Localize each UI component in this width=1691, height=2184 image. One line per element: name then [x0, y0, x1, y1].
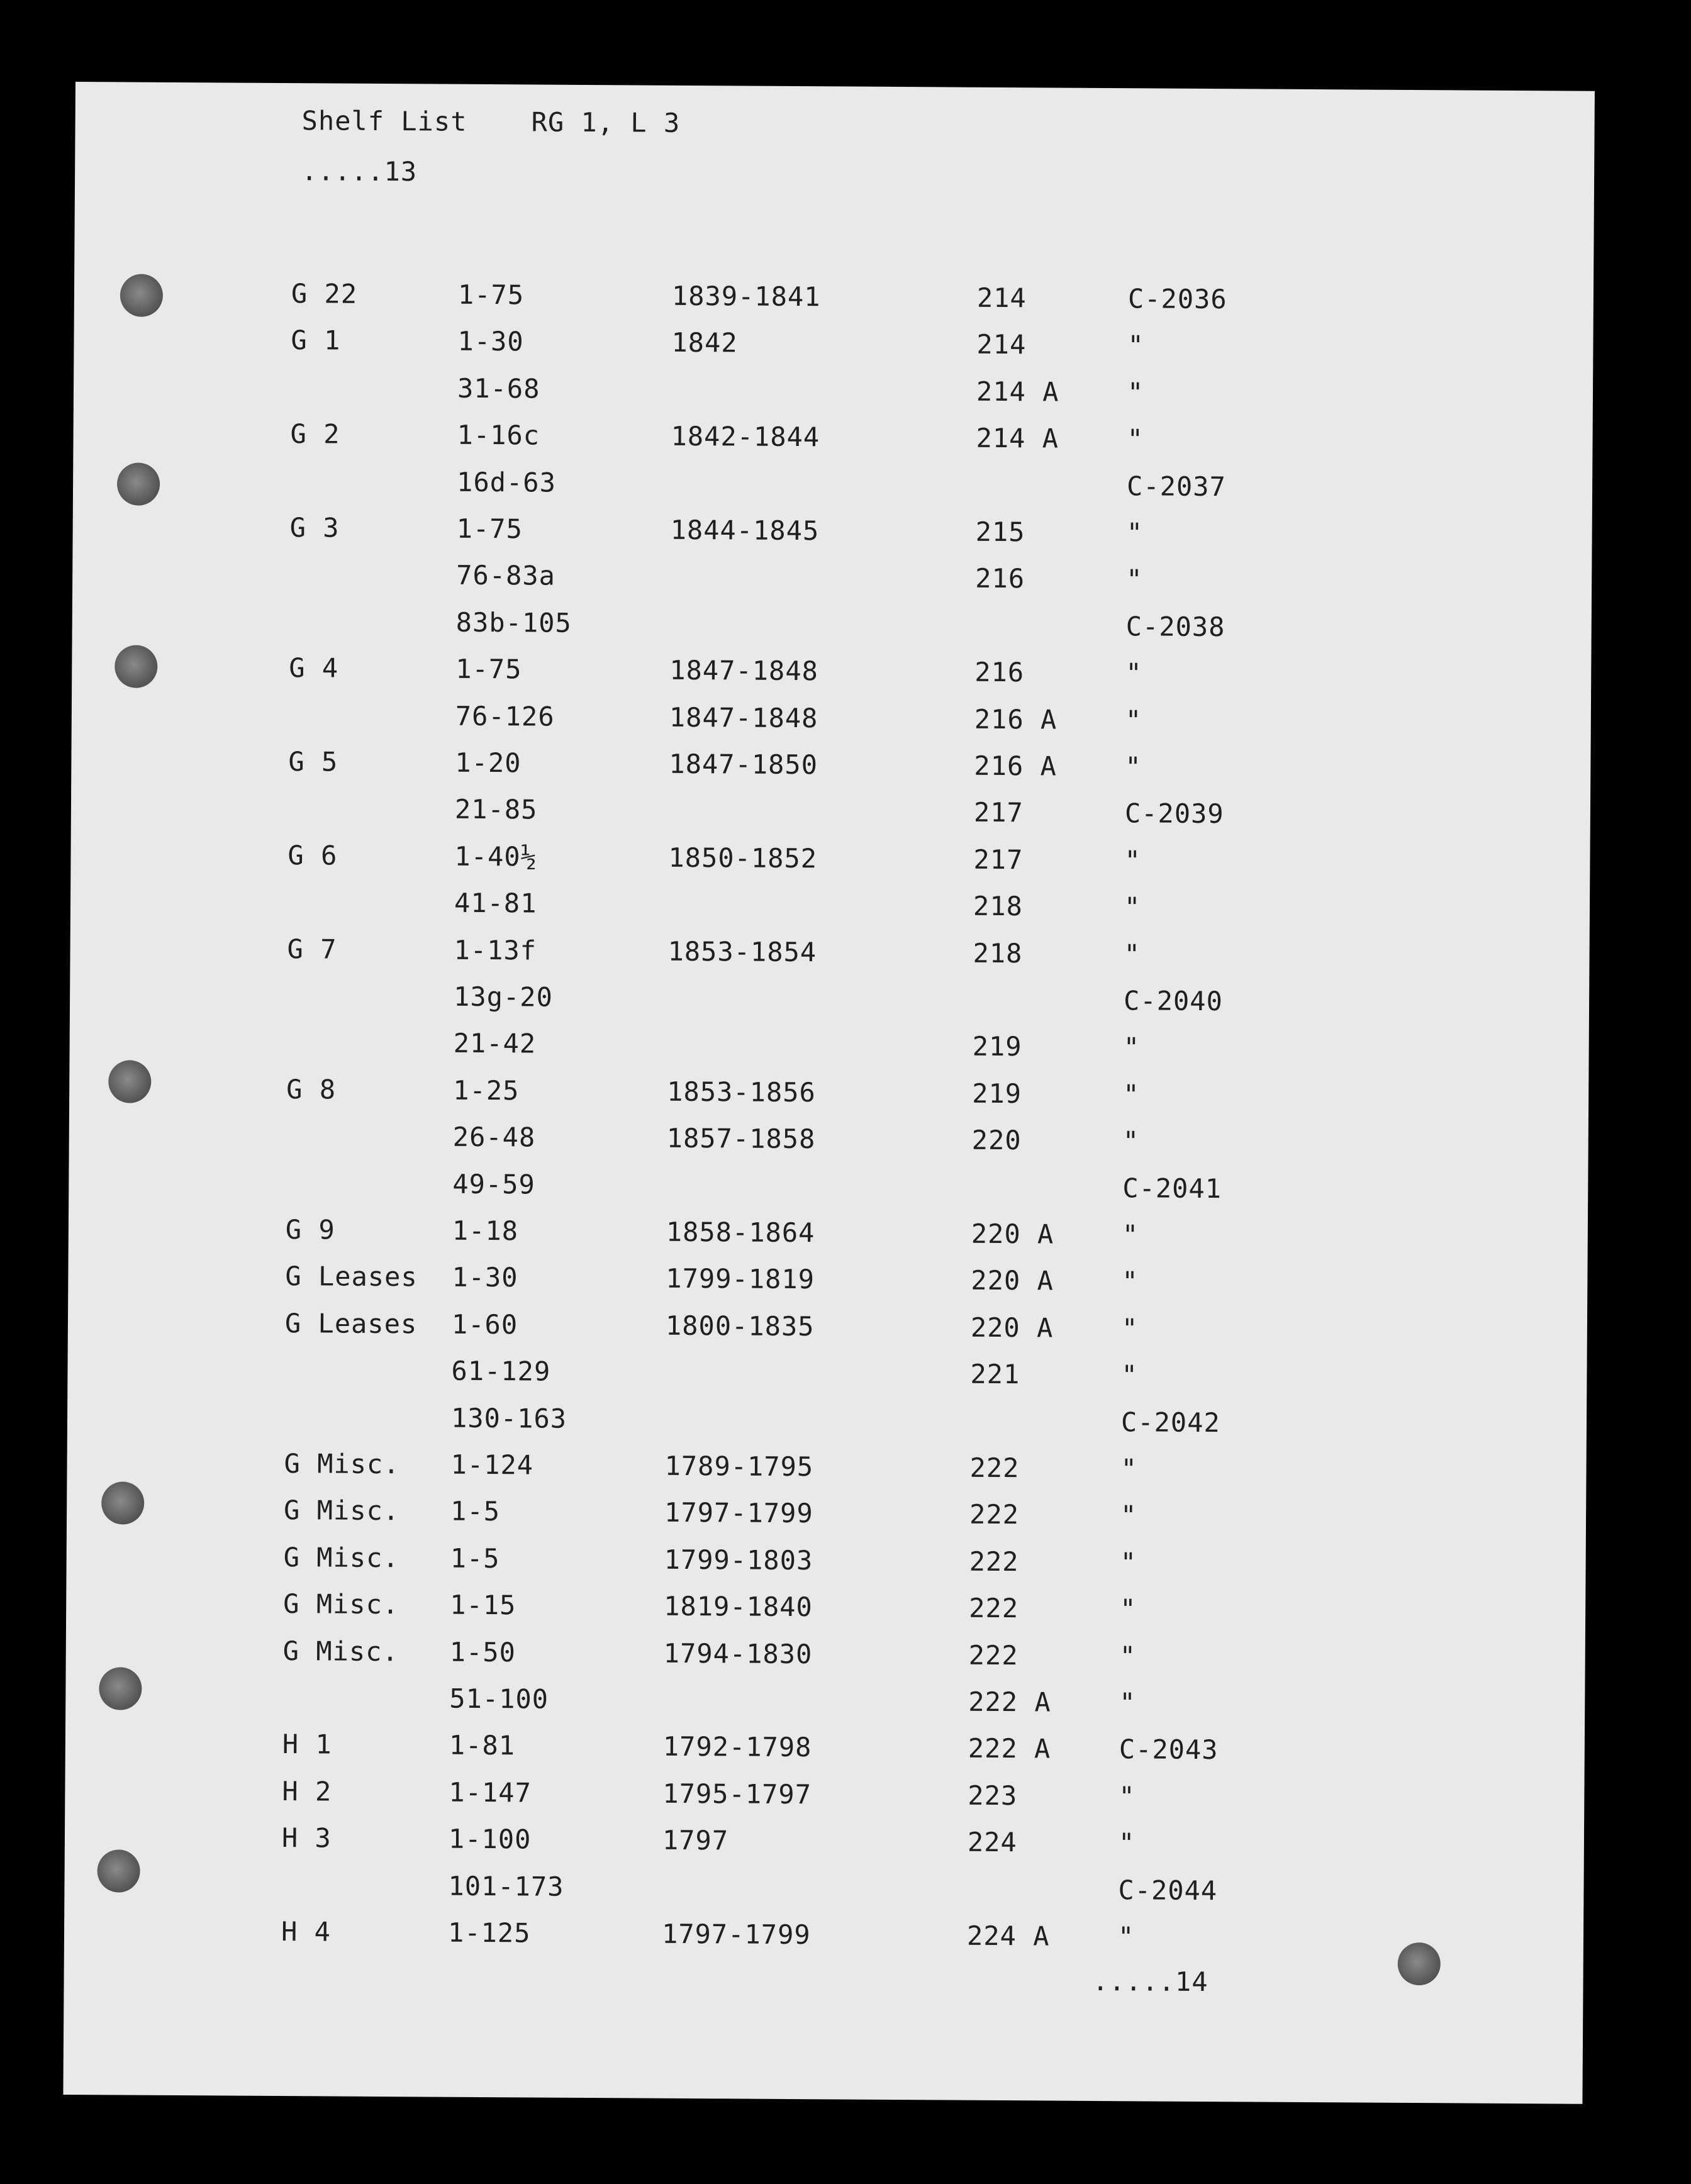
years-cell: 1857-1858 — [666, 1122, 816, 1155]
table-row — [291, 325, 1486, 370]
series-cell: G 2 — [290, 418, 340, 450]
reel-cell: " — [1122, 1125, 1140, 1157]
range-cell: 1-5 — [450, 1542, 500, 1574]
years-cell: 1789-1795 — [664, 1450, 814, 1483]
series-cell: H 2 — [282, 1775, 332, 1807]
box-cell: 219 — [972, 1031, 1022, 1062]
binder-hole-icon — [97, 1849, 140, 1892]
reel-cell: " — [1121, 1312, 1139, 1344]
table-row — [287, 840, 1483, 885]
years-cell: 1792-1798 — [662, 1731, 812, 1763]
table-row — [291, 278, 1487, 323]
reel-cell: " — [1119, 1687, 1136, 1719]
range-cell: 101-173 — [448, 1870, 564, 1902]
box-cell: 216 A — [974, 703, 1058, 735]
series-cell: G 22 — [291, 278, 358, 309]
reel-cell: C-2039 — [1124, 798, 1224, 830]
box-cell: 221 — [970, 1358, 1020, 1390]
reel-cell: C-2044 — [1118, 1874, 1218, 1906]
table-row — [282, 1729, 1478, 1774]
table-row — [286, 1120, 1482, 1166]
table-row — [283, 1635, 1478, 1681]
table-row — [285, 1261, 1480, 1306]
years-cell: 1850-1852 — [668, 842, 818, 874]
range-cell: 1-60 — [451, 1308, 518, 1340]
table-row — [281, 1869, 1476, 1915]
range-cell: 1-25 — [453, 1074, 520, 1106]
years-cell: 1800-1835 — [665, 1310, 815, 1342]
years-cell: 1853-1856 — [667, 1076, 816, 1108]
range-cell: 41-81 — [454, 887, 537, 919]
box-cell: 222 — [969, 1452, 1020, 1484]
years-cell: 1797-1799 — [661, 1918, 811, 1951]
box-cell: 224 — [967, 1826, 1017, 1858]
range-cell: 31-68 — [457, 372, 540, 404]
series-cell: H 4 — [281, 1916, 332, 1947]
years-cell: 1819-1840 — [664, 1590, 813, 1623]
reel-cell: C-2041 — [1122, 1172, 1222, 1204]
box-cell: 219 — [972, 1078, 1022, 1110]
range-cell: 1-13f — [454, 934, 537, 966]
table-row — [285, 1308, 1480, 1353]
table-row — [282, 1776, 1477, 1821]
series-cell: G 5 — [288, 746, 338, 777]
years-cell: 1839-1841 — [671, 280, 821, 313]
table-row — [284, 1448, 1479, 1493]
range-cell: 1-81 — [449, 1730, 516, 1761]
range-cell: 49-59 — [452, 1168, 535, 1200]
reel-cell: " — [1122, 1266, 1139, 1297]
years-cell: 1847-1850 — [669, 748, 818, 781]
years-cell: 1799-1819 — [666, 1263, 815, 1295]
range-cell: 26-48 — [452, 1121, 536, 1153]
range-cell: 21-85 — [454, 794, 538, 825]
range-cell: 76-126 — [455, 700, 555, 732]
table-row — [287, 933, 1482, 979]
reel-cell: " — [1118, 1827, 1136, 1859]
series-cell: G 3 — [289, 512, 340, 543]
reel-cell: " — [1123, 1032, 1141, 1063]
range-cell: 13g-20 — [453, 981, 553, 1013]
range-cell: 1-40½ — [454, 840, 538, 872]
box-cell: 222 — [969, 1546, 1019, 1578]
table-row — [287, 886, 1483, 932]
range-cell: 1-15 — [450, 1589, 516, 1621]
reel-cell: " — [1125, 704, 1142, 735]
series-cell: G Misc. — [283, 1588, 399, 1620]
years-cell: 1842 — [671, 327, 738, 359]
reel-cell: " — [1124, 891, 1141, 923]
reel-cell: C-2042 — [1120, 1406, 1220, 1438]
years-cell: 1844-1845 — [670, 514, 820, 547]
box-cell: 220 A — [971, 1218, 1054, 1250]
reel-cell: " — [1120, 1500, 1137, 1531]
box-cell: 217 — [973, 844, 1024, 876]
binder-hole-icon — [108, 1060, 151, 1103]
series-cell: G 6 — [287, 839, 338, 871]
box-cell: 216 — [974, 656, 1025, 688]
box-cell: 214 A — [976, 422, 1059, 454]
range-cell: 1-147 — [449, 1776, 532, 1808]
shelf-list-table — [281, 278, 1487, 1984]
reel-cell: " — [1119, 1780, 1136, 1812]
range-cell: 1-20 — [455, 747, 522, 779]
box-cell: 218 — [973, 937, 1023, 969]
series-cell: G Leases — [285, 1261, 418, 1293]
box-cell: 217 — [973, 797, 1024, 828]
reel-cell: C-2038 — [1125, 611, 1225, 642]
table-row — [291, 372, 1486, 417]
reel-cell: " — [1126, 517, 1144, 549]
table-row — [284, 1495, 1479, 1540]
reel-cell: " — [1125, 751, 1142, 783]
range-cell: 1-50 — [449, 1636, 516, 1668]
years-cell: 1858-1864 — [666, 1216, 815, 1249]
box-cell: 224 A — [966, 1920, 1050, 1952]
reel-cell: C-2036 — [1127, 283, 1227, 315]
box-cell: 218 — [973, 890, 1024, 922]
years-cell: 1797-1799 — [664, 1497, 813, 1529]
box-cell: 222 A — [968, 1686, 1051, 1718]
table-row — [282, 1822, 1477, 1868]
table-row — [286, 1074, 1482, 1119]
continued-from-marker: .....13 — [301, 155, 418, 187]
document-page — [63, 82, 1595, 2104]
box-cell: 216 — [975, 563, 1025, 594]
reel-cell: " — [1127, 423, 1144, 455]
reel-cell: " — [1127, 377, 1144, 408]
years-cell: 1799-1803 — [664, 1544, 813, 1576]
box-cell: 222 — [969, 1499, 1020, 1530]
reel-cell: C-2040 — [1123, 985, 1223, 1017]
box-cell: 222 — [968, 1639, 1019, 1671]
binder-hole-icon — [117, 462, 160, 505]
range-cell: 1-30 — [457, 326, 524, 357]
table-row — [289, 559, 1485, 604]
reel-cell: C-2037 — [1126, 470, 1226, 502]
table-row — [289, 606, 1485, 651]
reel-cell: " — [1127, 330, 1144, 361]
box-cell: 214 A — [976, 376, 1059, 408]
table-row — [286, 1167, 1481, 1213]
binder-hole-icon — [1398, 1942, 1441, 1985]
continued-to-marker: .....14 — [1092, 1965, 1208, 1998]
table-row — [284, 1401, 1480, 1447]
reel-cell: " — [1126, 564, 1143, 595]
record-group-label: RG 1, L 3 — [531, 106, 681, 138]
binder-hole-icon — [114, 645, 157, 688]
box-cell: 222 A — [968, 1733, 1051, 1764]
series-cell: G 9 — [285, 1214, 335, 1245]
reel-cell: " — [1124, 845, 1141, 876]
series-cell: G Misc. — [284, 1448, 400, 1480]
series-cell: G 4 — [289, 652, 339, 684]
reel-cell: " — [1123, 1078, 1140, 1110]
box-cell: 216 A — [974, 750, 1057, 782]
range-cell: 1-100 — [448, 1823, 532, 1855]
range-cell: 51-100 — [449, 1683, 549, 1715]
series-cell: G Leases — [284, 1307, 418, 1340]
range-cell: 76-83a — [456, 560, 556, 592]
binder-hole-icon — [99, 1667, 142, 1710]
series-cell: G 8 — [286, 1073, 337, 1105]
series-cell: G Misc. — [283, 1541, 399, 1573]
years-cell: 1853-1854 — [667, 935, 817, 967]
box-cell: 223 — [968, 1780, 1018, 1811]
series-cell: G Misc. — [282, 1635, 399, 1667]
reel-cell: " — [1120, 1546, 1137, 1578]
table-row — [289, 512, 1485, 557]
reel-cell: " — [1120, 1593, 1137, 1625]
range-cell: 1-125 — [447, 1917, 531, 1949]
table-row — [283, 1542, 1478, 1587]
table-row — [282, 1682, 1478, 1727]
table-row — [286, 1027, 1482, 1072]
years-cell: 1847-1848 — [669, 701, 818, 733]
range-cell: 1-30 — [452, 1262, 518, 1293]
table-row — [286, 1214, 1481, 1259]
table-row — [281, 1916, 1476, 1961]
years-cell: 1794-1830 — [663, 1637, 813, 1669]
range-cell: 1-75 — [455, 653, 522, 685]
table-row — [284, 1354, 1480, 1400]
range-cell: 1-75 — [457, 279, 525, 311]
table-row — [283, 1588, 1478, 1634]
box-cell: 220 A — [970, 1312, 1054, 1344]
binder-hole-icon — [120, 274, 163, 316]
range-cell: 21-42 — [453, 1028, 537, 1059]
range-cell: 130-163 — [450, 1402, 567, 1434]
range-cell: 61-129 — [451, 1355, 551, 1387]
range-cell: 1-75 — [456, 513, 523, 545]
range-cell: 83b-105 — [455, 606, 572, 638]
table-row — [290, 465, 1485, 511]
header-title: Shelf List — [301, 105, 467, 137]
reel-cell: " — [1124, 938, 1141, 969]
years-cell: 1795-1797 — [662, 1778, 812, 1810]
table-row — [289, 699, 1484, 745]
series-cell: G Misc. — [283, 1495, 400, 1527]
years-cell: 1797 — [662, 1824, 729, 1856]
table-row — [290, 418, 1485, 464]
range-cell: 16d-63 — [456, 466, 556, 498]
reel-cell: C-2043 — [1119, 1734, 1219, 1766]
reel-cell: " — [1117, 1921, 1135, 1953]
series-cell: H 3 — [281, 1822, 332, 1854]
box-cell: 222 — [969, 1592, 1019, 1624]
table-row — [289, 652, 1484, 698]
box-cell: 220 A — [971, 1265, 1054, 1296]
box-cell: 214 — [976, 329, 1027, 360]
reel-cell: " — [1122, 1219, 1139, 1251]
reel-cell: " — [1121, 1359, 1138, 1391]
years-cell: 1842-1844 — [671, 420, 820, 453]
table-row — [288, 746, 1483, 791]
series-cell: H 1 — [282, 1729, 332, 1760]
table-row — [287, 980, 1482, 1025]
box-cell: 214 — [976, 282, 1027, 314]
box-cell: 215 — [975, 516, 1025, 548]
reel-cell: " — [1120, 1453, 1138, 1485]
reel-cell: " — [1119, 1640, 1137, 1671]
reel-cell: " — [1125, 657, 1142, 689]
box-cell: 220 — [971, 1124, 1022, 1156]
table-row — [288, 793, 1483, 838]
range-cell: 1-18 — [452, 1215, 519, 1247]
binder-hole-icon — [101, 1481, 144, 1524]
years-cell: 1847-1848 — [669, 654, 819, 687]
range-cell: 1-5 — [450, 1496, 501, 1527]
series-cell: G 7 — [287, 933, 337, 965]
series-cell: G 1 — [291, 325, 341, 356]
range-cell: 1-16c — [457, 419, 540, 451]
range-cell: 1-124 — [450, 1449, 534, 1481]
